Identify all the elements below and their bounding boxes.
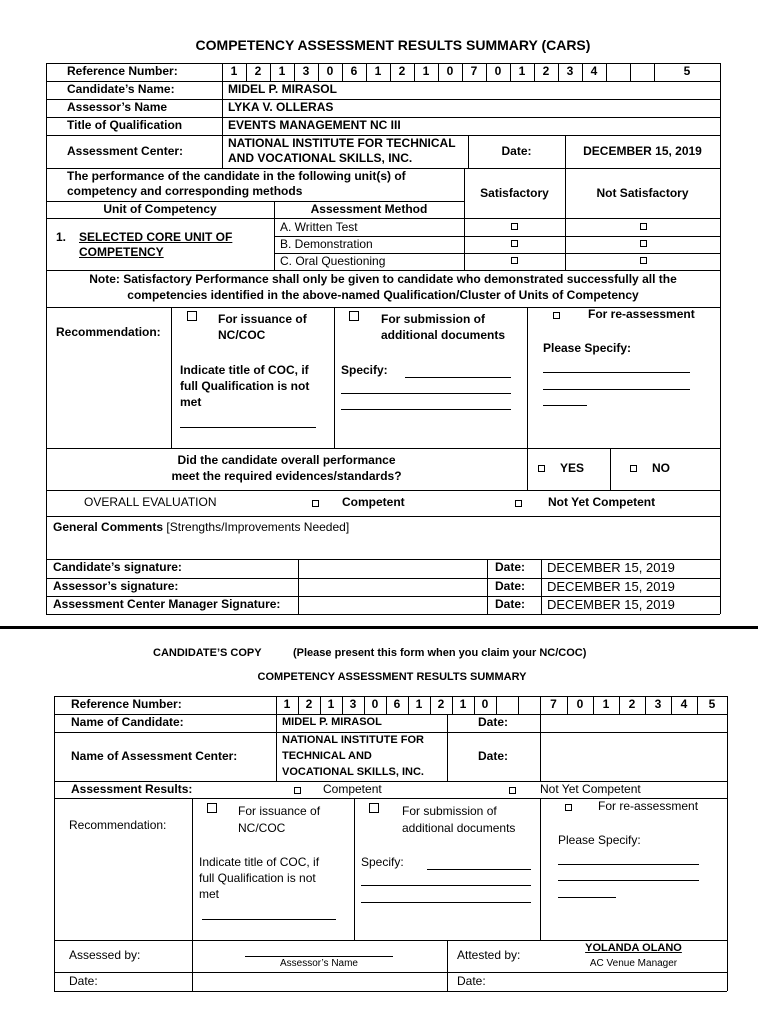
submission-line-2: additional documents — [381, 328, 506, 342]
bottom-ref-label: Reference Number: — [71, 697, 182, 711]
submission-checkbox[interactable] — [349, 311, 359, 321]
bottom-specify-field-1[interactable] — [427, 869, 531, 870]
candidate-copy-note: (Please present this form when you claim your NC/COC) — [293, 647, 587, 659]
competent-checkbox[interactable] — [312, 500, 319, 507]
sig-date-label-1: Date: — [495, 560, 526, 574]
coc-line-2: full Qualification is not — [180, 379, 310, 393]
note-line-2: competencies identified in the above-named Qualification/Cluster of Units of Competency — [127, 288, 639, 302]
method-written: A. Written Test — [280, 220, 358, 234]
competent-label: Competent — [342, 495, 405, 509]
bottom-reassessment-checkbox[interactable] — [565, 804, 572, 811]
sig-date-3: DECEMBER 15, 2019 — [547, 597, 675, 612]
submission-line-1: For submission of — [381, 312, 486, 326]
manager-signature-label: Assessment Center Manager Signature: — [53, 597, 281, 611]
qualification-value: EVENTS MANAGEMENT NC III — [228, 118, 401, 132]
please-specify-label: Please Specify: — [543, 341, 632, 355]
issuance-checkbox[interactable] — [187, 311, 197, 321]
method-header: Assessment Method — [310, 202, 428, 216]
please-specify-field-3[interactable] — [543, 405, 587, 406]
reassessment-label: For re-assessment — [588, 307, 695, 321]
general-comments-hint: [Strengths/Improvements Needed] — [166, 520, 350, 534]
date-value: DECEMBER 15, 2019 — [583, 144, 702, 158]
bottom-specify-label: Specify: — [361, 855, 404, 869]
bottom-submission-line-2: additional documents — [402, 821, 516, 835]
sig-date-label-3: Date: — [495, 597, 526, 611]
specify-field-3[interactable] — [341, 409, 511, 410]
bottom-please-specify-field-1[interactable] — [558, 864, 699, 865]
overall-evaluation-label: OVERALL EVALUATION — [84, 495, 217, 509]
bottom-recommendation-label: Recommendation: — [69, 818, 167, 832]
bottom-name-value: MIDEL P. MIRASOL — [282, 716, 382, 728]
please-specify-field-2[interactable] — [543, 389, 690, 390]
performance-question-1: Did the candidate overall performance — [177, 453, 396, 467]
assessed-by-label: Assessed by: — [69, 948, 141, 962]
bottom-submission-line-1: For submission of — [402, 804, 497, 818]
bottom-issuance-line-2: NC/COC — [238, 821, 286, 835]
specify-field-2[interactable] — [341, 393, 511, 394]
assessor-signature-field[interactable] — [245, 956, 393, 957]
no-label: NO — [652, 461, 670, 475]
bottom-specify-field-2[interactable] — [361, 885, 531, 886]
sig-date-1: DECEMBER 15, 2019 — [547, 560, 675, 575]
oral-satisfactory-checkbox[interactable] — [511, 257, 518, 264]
issuance-line-2: NC/COC — [218, 328, 266, 342]
unit-line-2: COMPETENCY — [79, 245, 164, 259]
satisfactory-header: Satisfactory — [480, 186, 549, 200]
bottom-date-label-1: Date: — [478, 715, 509, 729]
bottom-specify-field-3[interactable] — [361, 902, 531, 903]
bottom-date-right-label: Date: — [457, 974, 486, 988]
candidate-signature-label: Candidate’s signature: — [53, 560, 182, 574]
bottom-submission-checkbox[interactable] — [369, 803, 379, 813]
unit-number: 1. — [56, 230, 67, 244]
coc-line-3: met — [180, 395, 202, 409]
candidate-value: MIDEL P. MIRASOL — [228, 82, 337, 96]
no-checkbox[interactable] — [630, 465, 637, 472]
bottom-date-label-2: Date: — [478, 749, 509, 763]
issuance-line-1: For issuance of — [218, 312, 307, 326]
coc-line-1: Indicate title of COC, if — [180, 363, 309, 377]
ref-label: Reference Number: — [67, 64, 178, 78]
center-label: Assessment Center: — [67, 144, 184, 158]
general-comments — [53, 521, 349, 535]
center-value-2: AND VOCATIONAL SKILLS, INC. — [228, 151, 413, 165]
specify-label: Specify: — [341, 363, 388, 377]
note-line-1: Note: Satisfactory Performance shall only be given to candidate who demonstrated successfully all the — [89, 272, 677, 286]
cut-line — [0, 626, 758, 629]
specify-field-1[interactable] — [405, 377, 511, 378]
attested-by-label: Attested by: — [457, 948, 521, 962]
yes-label: YES — [560, 461, 585, 475]
recommendation-label: Recommendation: — [56, 325, 161, 339]
oral-not-satisfactory-checkbox[interactable] — [640, 257, 647, 264]
sig-date-2: DECEMBER 15, 2019 — [547, 579, 675, 594]
written-not-satisfactory-checkbox[interactable] — [640, 223, 647, 230]
bottom-not-yet-label: Not Yet Competent — [540, 782, 641, 796]
performance-question-2: meet the required evidences/standards? — [171, 469, 402, 483]
bottom-not-yet-checkbox[interactable] — [509, 787, 516, 794]
not-yet-competent-label: Not Yet Competent — [548, 495, 656, 509]
bottom-center-line-1: NATIONAL INSTITUTE FOR — [282, 734, 424, 746]
bottom-name-label: Name of Candidate: — [71, 715, 184, 729]
bottom-competent-checkbox[interactable] — [294, 787, 301, 794]
method-oral: C. Oral Questioning — [280, 254, 386, 268]
bottom-please-specify-field-3[interactable] — [558, 897, 616, 898]
assessor-signature-label: Assessor’s signature: — [53, 579, 179, 593]
method-demo: B. Demonstration — [280, 237, 373, 251]
bottom-center-line-3: VOCATIONAL SKILLS, INC. — [282, 766, 424, 778]
bottom-reassessment-label: For re-assessment — [598, 799, 699, 813]
candidate-copy-label: CANDIDATE’S COPY — [153, 647, 262, 659]
bottom-date-left-label: Date: — [69, 974, 98, 988]
assessor-value: LYKA V. OLLERAS — [228, 100, 334, 114]
bottom-coc-line-2: full Qualification is not — [199, 871, 316, 885]
yes-checkbox[interactable] — [538, 465, 545, 472]
assessor-name-caption: Assessor’s Name — [280, 958, 358, 969]
bottom-coc-title-field[interactable] — [202, 919, 336, 920]
please-specify-field-1[interactable] — [543, 372, 690, 373]
bottom-center-label: Name of Assessment Center: — [71, 749, 238, 763]
unit-header: Unit of Competency — [103, 202, 217, 216]
qualification-label: Title of Qualification — [67, 118, 183, 132]
assessor-label: Assessor’s Name — [67, 100, 168, 114]
not-satisfactory-header: Not Satisfactory — [596, 186, 689, 200]
demo-satisfactory-checkbox[interactable] — [511, 240, 518, 247]
sig-date-label-2: Date: — [495, 579, 526, 593]
reassessment-checkbox[interactable] — [553, 312, 560, 319]
bottom-center-line-2: TECHNICAL AND — [282, 750, 372, 762]
bottom-competent-label: Competent — [323, 782, 382, 796]
date-label: Date: — [501, 144, 532, 158]
manager-name: YOLANDA OLANO — [585, 942, 682, 954]
coc-title-field[interactable] — [180, 427, 316, 428]
written-satisfactory-checkbox[interactable] — [511, 223, 518, 230]
not-yet-competent-checkbox[interactable] — [515, 500, 522, 507]
bottom-results-label: Assessment Results: — [71, 782, 193, 796]
demo-not-satisfactory-checkbox[interactable] — [640, 240, 647, 247]
performance-line-1: The performance of the candidate in the following unit(s) of — [67, 169, 406, 183]
center-value-1: NATIONAL INSTITUTE FOR TECHNICAL — [228, 136, 456, 150]
bottom-coc-line-1: Indicate title of COC, if — [199, 855, 320, 869]
bottom-title: COMPETENCY ASSESSMENT RESULTS SUMMARY — [257, 671, 527, 683]
top-title: COMPETENCY ASSESSMENT RESULTS SUMMARY (CARS) — [195, 37, 591, 53]
general-comments-title: General Comments — [53, 520, 164, 534]
candidate-label: Candidate’s Name: — [67, 82, 175, 96]
bottom-issuance-checkbox[interactable] — [207, 803, 217, 813]
bottom-please-specify-field-2[interactable] — [558, 880, 699, 881]
unit-line-1: SELECTED CORE UNIT OF — [79, 230, 233, 244]
performance-line-2: competency and corresponding methods — [67, 184, 303, 198]
manager-title: AC Venue Manager — [589, 958, 678, 969]
bottom-please-specify-label: Please Specify: — [558, 833, 641, 847]
bottom-issuance-line-1: For issuance of — [238, 804, 321, 818]
bottom-coc-line-3: met — [199, 887, 220, 901]
